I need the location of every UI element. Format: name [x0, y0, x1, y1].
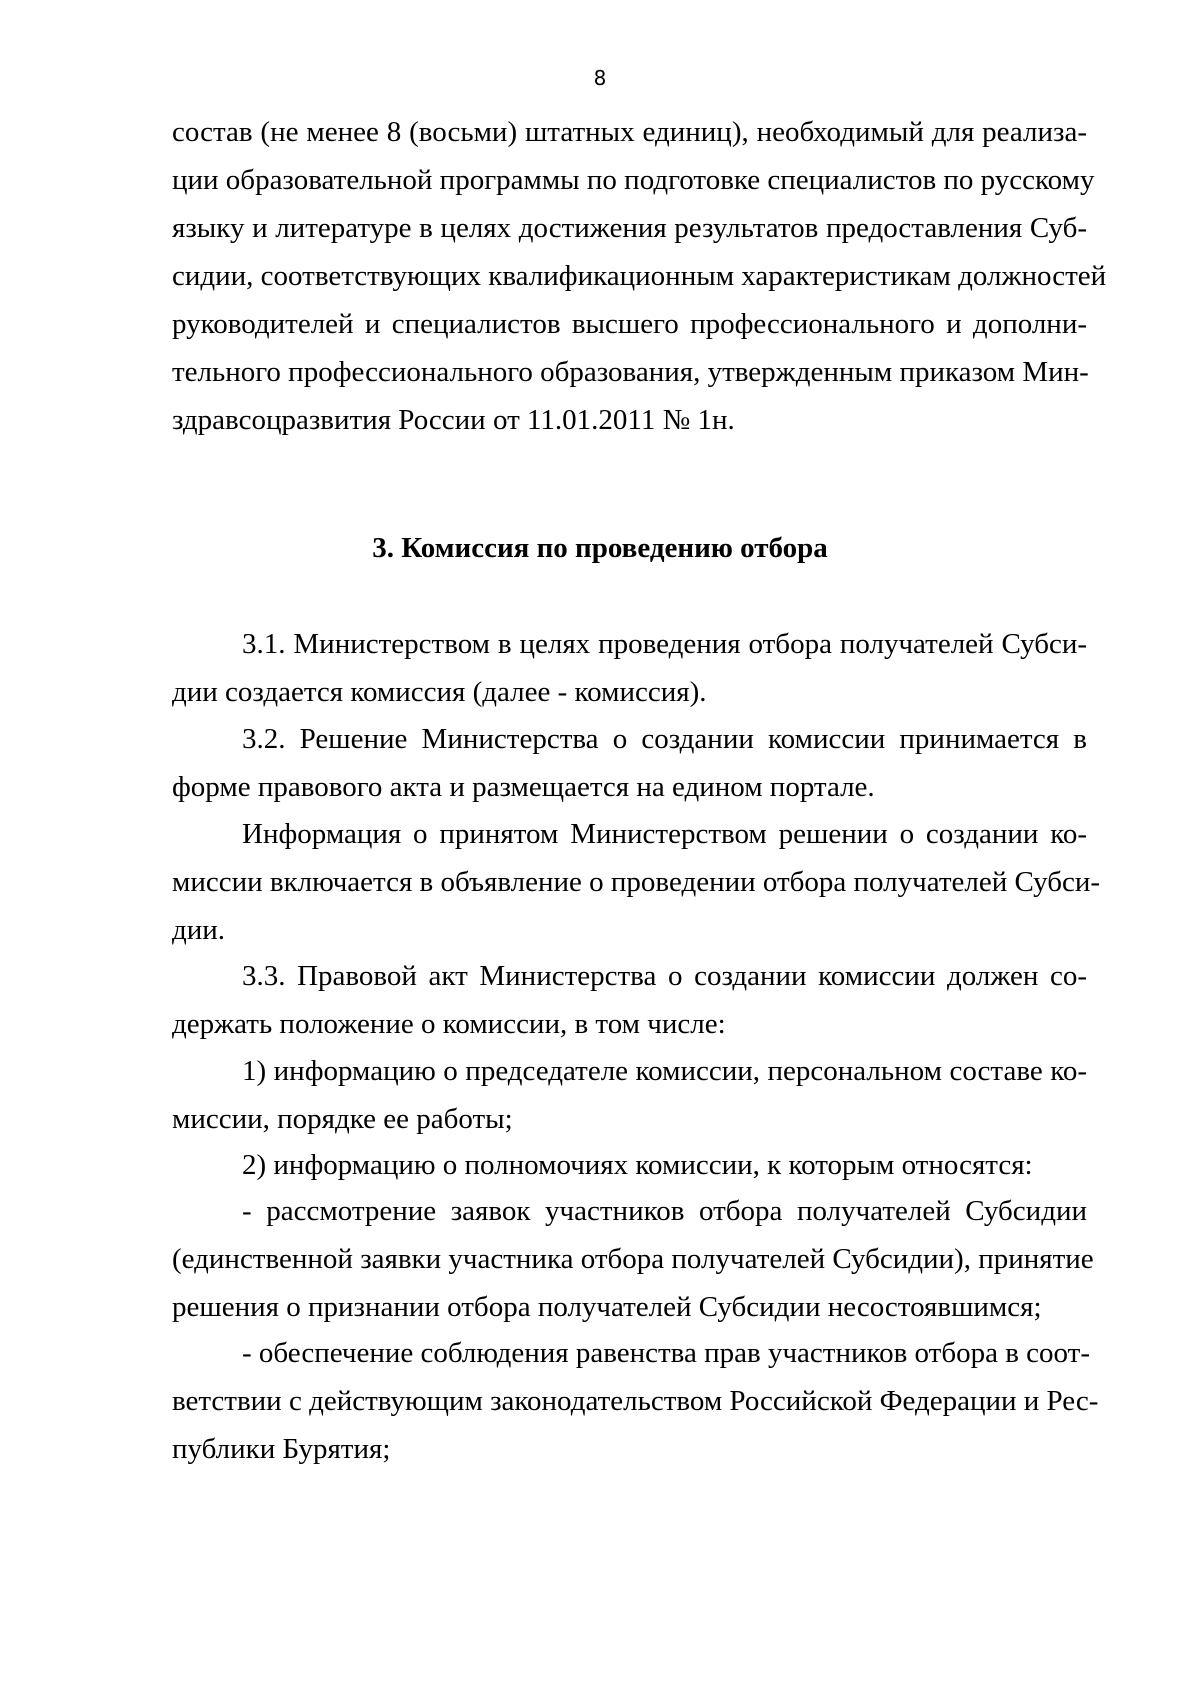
- text-line: 3.2. Решение Министерства о создании комиссии принимается в: [242, 723, 1087, 755]
- text-line: дии.: [172, 914, 226, 946]
- section-heading: 3. Комиссия по проведению отбора: [372, 532, 828, 564]
- text-line: тельного профессионального образования, утвержденным приказом Мин-: [172, 356, 1089, 388]
- text-line: 1) информацию о председателе комиссии, персональном составе ко-: [242, 1055, 1087, 1087]
- text-line: решения о признании отбора получателей Субсидии несостоявшимся;: [172, 1291, 1042, 1323]
- text-line: состав (не менее 8 (восьми) штатных единиц), необходимый для реализа-: [172, 116, 1087, 148]
- text-line: ции образовательной программы по подготовке специалистов по русскому: [172, 164, 1095, 196]
- text-line: руководителей и специалистов высшего профессионального и дополни-: [172, 308, 1087, 340]
- text-line: миссии, порядке ее работы;: [172, 1103, 513, 1135]
- text-line: миссии включается в объявление о проведении отбора получателей Субси-: [172, 866, 1101, 898]
- text-line: 3.3. Правовой акт Министерства о создании комиссии должен со-: [242, 960, 1087, 992]
- text-line: 2) информацию о полномочиях комиссии, к которым относятся:: [242, 1149, 1033, 1181]
- text-line: держать положение о комиссии, в том числе:: [172, 1008, 726, 1040]
- paragraph-3-1: [172, 620, 1087, 716]
- text-line: - рассмотрение заявок участников отбора получателей Субсидии: [242, 1195, 1087, 1227]
- list-item-2: [172, 1141, 1087, 1189]
- dash-item-equality: [172, 1329, 1099, 1473]
- text-line: 3.1. Министерством в целях проведения отбора получателей Субси-: [242, 628, 1087, 660]
- text-line: здравсоцразвития России от 11.01.2011 № 1н.: [172, 404, 735, 436]
- text-line: Информация о принятом Министерством решении о создании ко-: [242, 818, 1087, 850]
- paragraph-3-2: [172, 715, 1087, 811]
- text-line: - обеспечение соблюдения равенства прав участников отбора в соот-: [242, 1337, 1090, 1369]
- list-item-1: [172, 1047, 1087, 1143]
- text-line: форме правового акта и размещается на едином портале.: [172, 771, 875, 803]
- paragraph-3-3: [172, 952, 1087, 1048]
- text-line: языку и литературе в целях достижения результатов предоставления Суб-: [172, 212, 1087, 244]
- page-number: 8: [593, 66, 607, 90]
- dash-item-review: [172, 1187, 1094, 1331]
- text-line: публики Бурятия;: [172, 1433, 391, 1465]
- text-line: (единственной заявки участника отбора получателей Субсидии), принятие: [172, 1243, 1094, 1275]
- text-line: дии создается комиссия (далее - комиссия).: [172, 676, 707, 708]
- text-line: сидии, соответствующих квалификационным характеристикам должностей: [172, 260, 1107, 292]
- text-line: ветствии с действующим законодательством Российской Федерации и Рес-: [172, 1385, 1099, 1417]
- intro-paragraph: [172, 108, 1107, 444]
- paragraph-information: [172, 810, 1101, 954]
